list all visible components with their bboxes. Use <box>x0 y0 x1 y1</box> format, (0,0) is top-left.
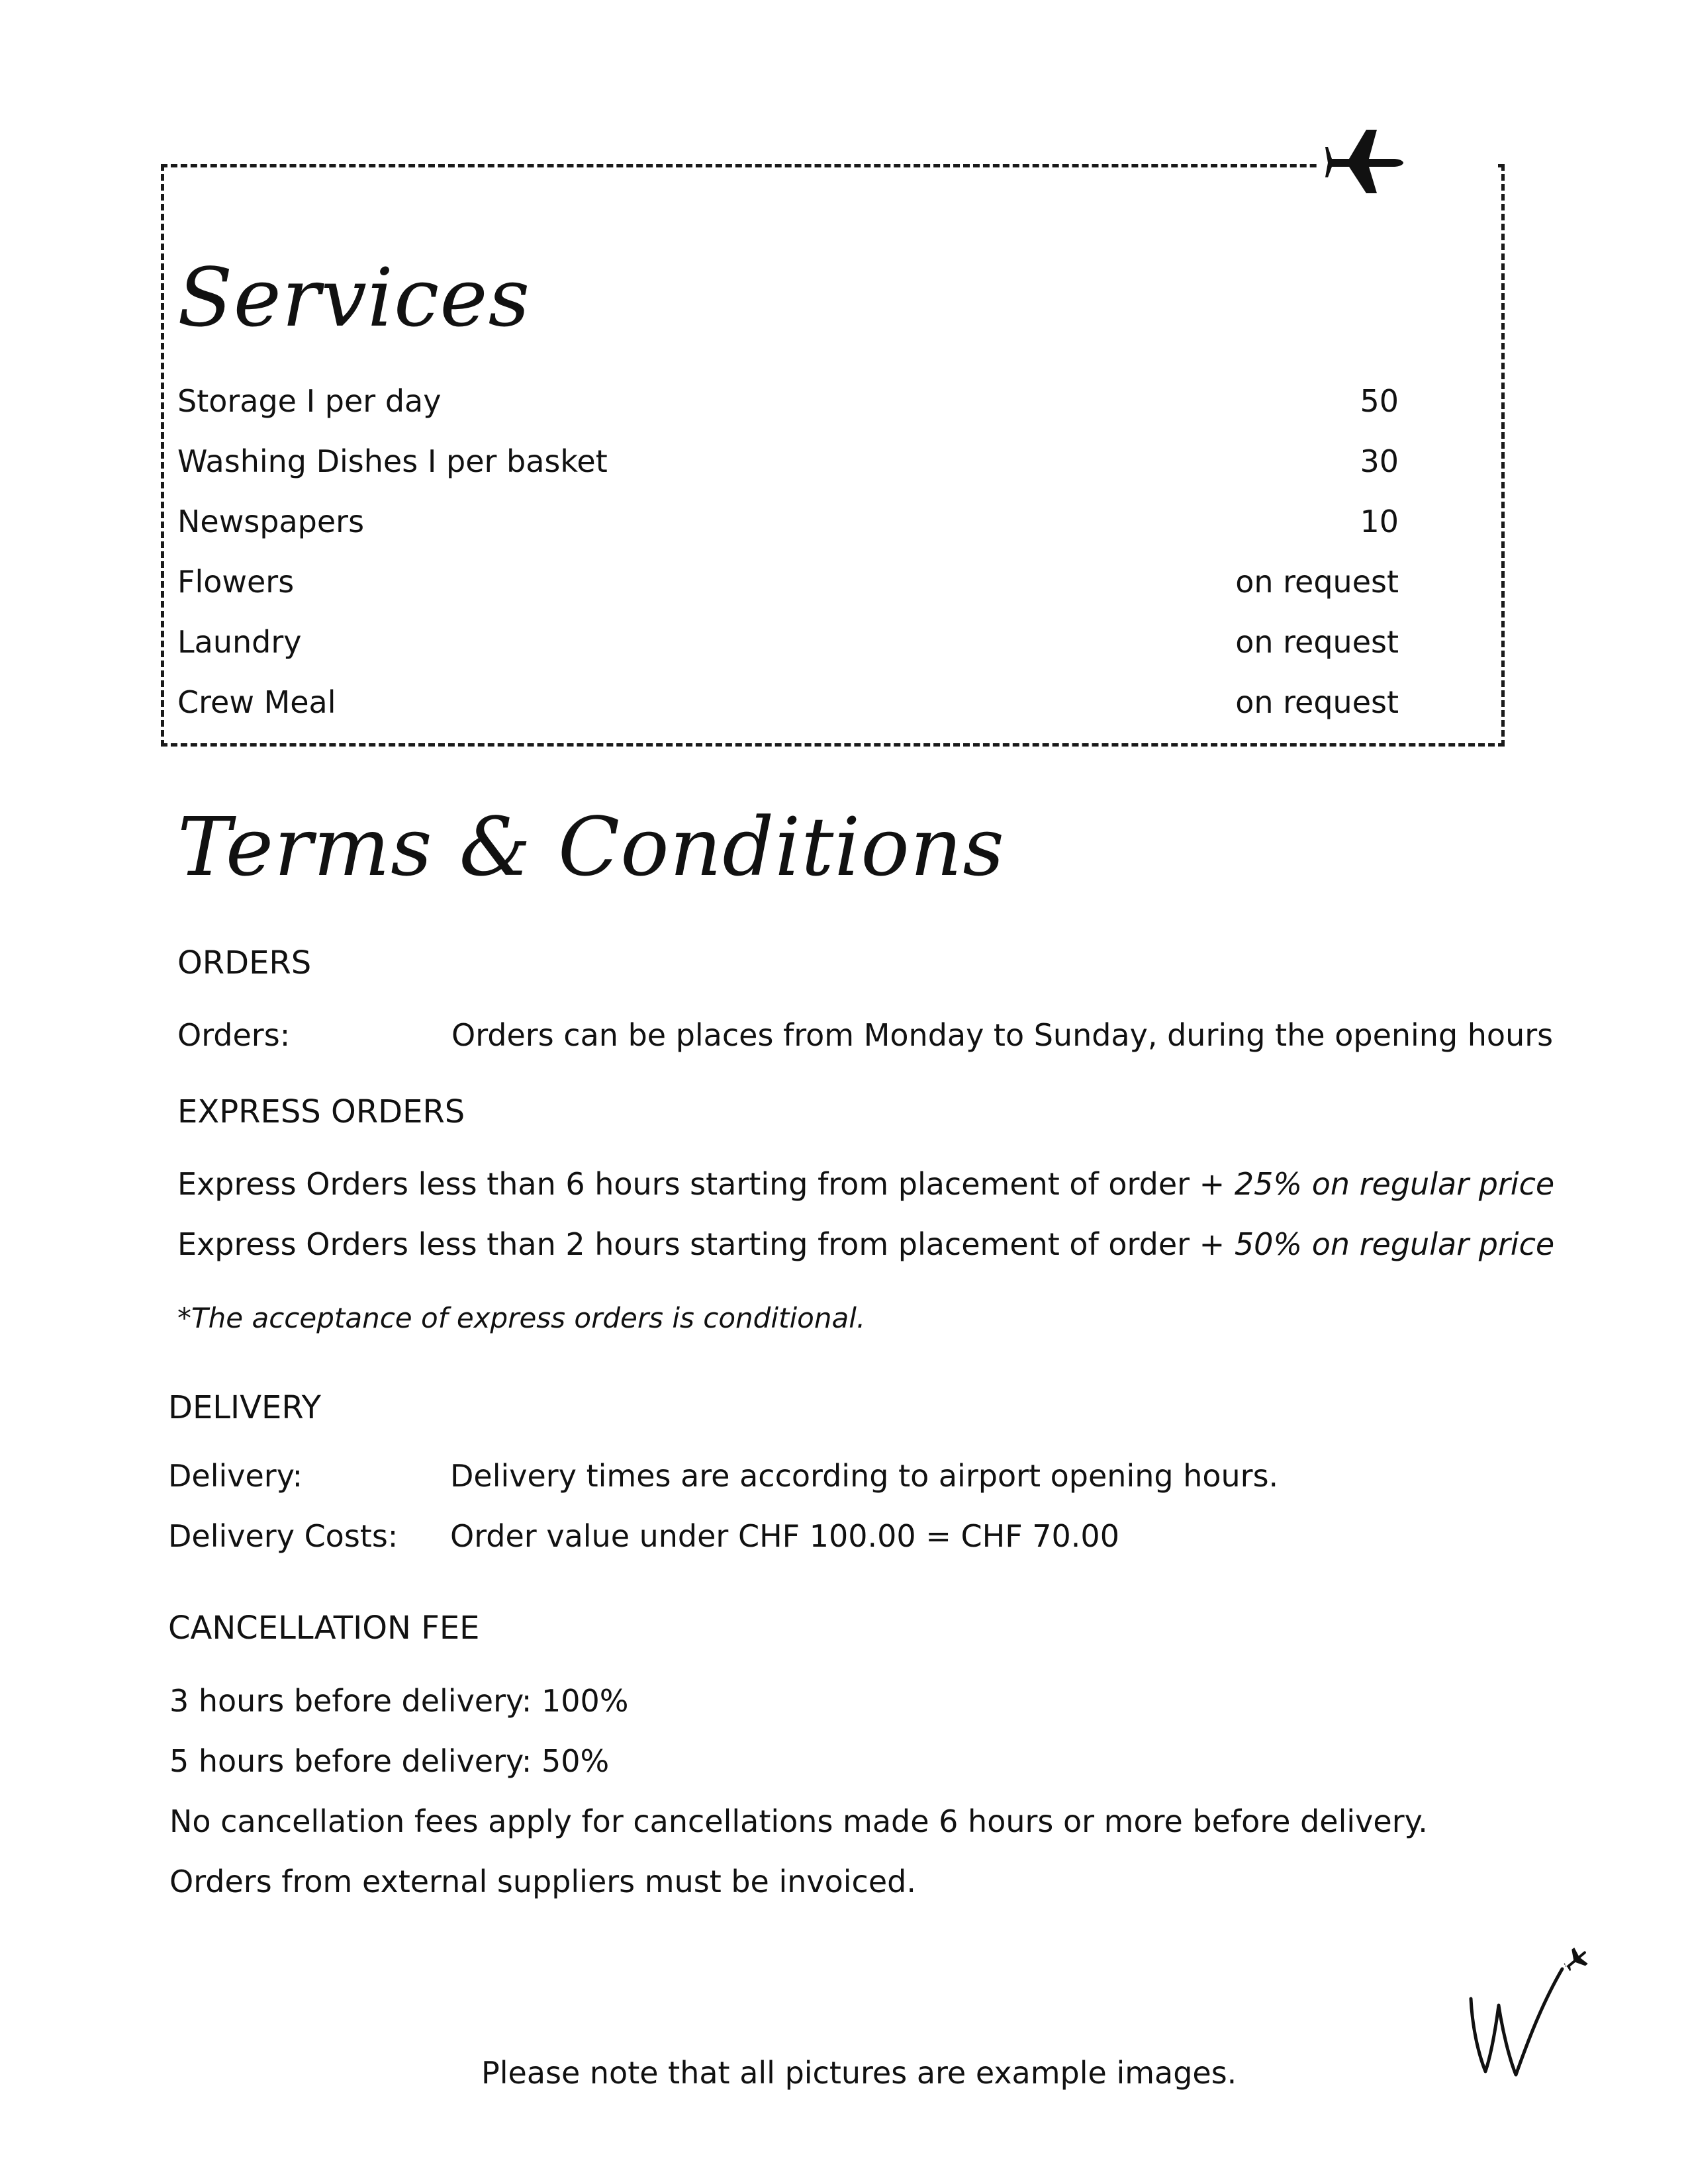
delivery-label: Delivery: <box>168 1458 303 1494</box>
cancellation-heading: CANCELLATION FEE <box>168 1610 480 1647</box>
service-name: Washing Dishes I per basket <box>177 443 608 479</box>
cancellation-line: Orders from external suppliers must be invoiced. <box>169 1864 916 1899</box>
service-price: on request <box>1235 564 1399 600</box>
delivery-costs-text: Order value under CHF 100.00 = CHF 70.00 <box>450 1518 1119 1554</box>
service-row <box>177 434 1399 494</box>
express-note: *The acceptance of express orders is conditional. <box>177 1302 866 1334</box>
express-row <box>177 1224 1554 1264</box>
service-name: Storage I per day <box>177 383 442 419</box>
service-row <box>177 494 1399 555</box>
express-row-surcharge: 25% on regular price <box>1234 1166 1555 1202</box>
service-price: 50 <box>1360 383 1399 419</box>
service-row <box>177 615 1399 675</box>
service-row <box>177 555 1399 615</box>
service-name: Crew Meal <box>177 684 336 720</box>
service-price: 10 <box>1360 504 1399 539</box>
orders-text: Orders can be places from Monday to Sunday, during the opening hours <box>451 1017 1554 1053</box>
express-row-surcharge: 50% on regular price <box>1234 1226 1555 1262</box>
express-row-text: Express Orders less than 6 hours starting from placement of order + <box>177 1166 1235 1202</box>
cancellation-line: 3 hours before delivery: 100% <box>169 1683 629 1719</box>
service-name: Flowers <box>177 564 295 600</box>
orders-heading: ORDERS <box>177 944 312 981</box>
express-row-text: Express Orders less than 2 hours starting from placement of order + <box>177 1226 1235 1262</box>
delivery-costs-label: Delivery Costs: <box>168 1518 399 1554</box>
service-row <box>177 374 1399 434</box>
cancellation-line: 5 hours before delivery: 50% <box>169 1743 610 1779</box>
express-heading: EXPRESS ORDERS <box>177 1093 465 1130</box>
service-row <box>177 675 1399 735</box>
service-price: 30 <box>1360 443 1399 479</box>
services-title: Services <box>177 251 531 345</box>
express-row <box>177 1164 1554 1204</box>
signature-logo-icon <box>1463 1933 1589 2085</box>
airplane-icon <box>1324 126 1403 199</box>
delivery-text: Delivery times are according to airport opening hours. <box>450 1458 1279 1494</box>
terms-title: Terms & Conditions <box>177 800 1006 894</box>
cancellation-line: No cancellation fees apply for cancellations made 6 hours or more before delivery. <box>169 1803 1428 1839</box>
services-list <box>177 374 1399 735</box>
orders-label: Orders: <box>177 1017 291 1053</box>
delivery-heading: DELIVERY <box>168 1389 321 1426</box>
footer-note: Please note that all pictures are example images. <box>481 2055 1237 2091</box>
service-name: Newspapers <box>177 504 365 539</box>
service-price: on request <box>1235 624 1399 660</box>
service-price: on request <box>1235 684 1399 720</box>
service-name: Laundry <box>177 624 302 660</box>
